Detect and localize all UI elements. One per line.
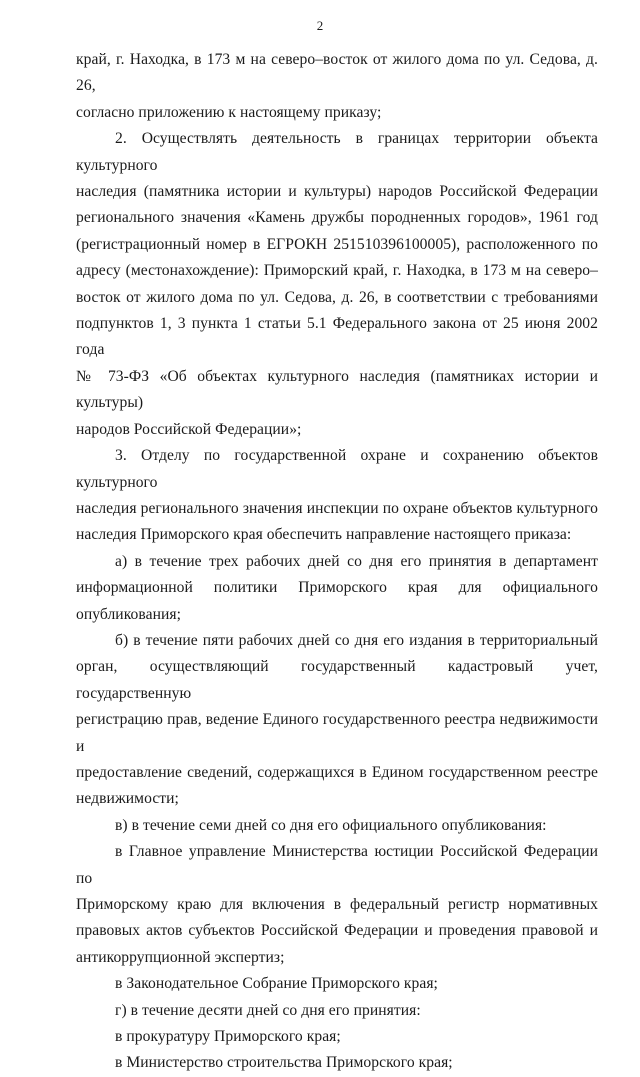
text-line: наследия Приморского края обеспечить направление настоящего приказа:	[76, 526, 572, 544]
text-line: регистрацию прав, ведение Единого государственного реестра недвижимости и	[76, 711, 598, 755]
text-line: в Министерство строительства Приморского края;	[115, 1054, 453, 1072]
paragraph	[76, 971, 598, 997]
text-line: в Главное управление Министерства юстиции Российской Федерации по	[76, 843, 598, 887]
text-line: адресу (местонахождение): Приморский край, г. Находка, в 173 м на северо–	[76, 262, 598, 280]
text-line: подпунктов 1, 3 пункта 1 статьи 5.1 Федерального закона от 25 июня 2002 года	[76, 315, 598, 359]
text-line: а) в течение трех рабочих дней со дня его принятия в департамент	[115, 552, 598, 570]
text-line: предоставление сведений, содержащихся в Едином государственном реестре	[76, 763, 598, 781]
text-line: в) в течение семи дней со дня его официального опубликования:	[115, 816, 547, 834]
text-line: б) в течение пяти рабочих дней со дня его издания в территориальный	[115, 631, 598, 649]
text-line: (регистрационный номер в ЕГРОКН 251510396100005), расположенного по	[76, 235, 598, 253]
paragraph	[76, 839, 598, 971]
text-line: в прокуратуру Приморского края;	[115, 1028, 341, 1046]
text-line: информационной политики Приморского края для официального	[76, 579, 598, 597]
text-line: антикоррупционной экспертиз;	[76, 948, 285, 966]
text-line: согласно приложению к настоящему приказу;	[76, 103, 382, 121]
document-body	[76, 47, 598, 1077]
paragraph	[76, 549, 598, 628]
paragraph	[76, 628, 598, 813]
paragraph	[76, 1050, 598, 1076]
text-line: регионального значения «Камень дружбы породненных городов», 1961 год	[76, 209, 598, 227]
paragraph	[76, 126, 598, 443]
text-line: г) в течение десяти дней со дня его принятия:	[115, 1001, 421, 1019]
text-line: наследия регионального значения инспекции по охране объектов культурного	[76, 499, 598, 517]
paragraph	[76, 47, 598, 126]
paragraph	[76, 1024, 598, 1050]
text-line: № 73-ФЗ «Об объектах культурного наследия (памятниках истории и культуры)	[76, 367, 598, 412]
paragraph	[76, 998, 598, 1024]
text-line: Приморскому краю для включения в федеральный регистр нормативных	[76, 896, 598, 913]
text-line: орган, осуществляющий государственный кадастровый учет, государственную	[76, 658, 598, 702]
paragraph	[76, 813, 598, 839]
text-line: опубликования;	[76, 605, 181, 623]
text-line: наследия (памятника истории и культуры) народов Российской Федерации	[76, 183, 598, 201]
text-line: народов Российской Федерации»;	[76, 420, 302, 438]
text-line: правовых актов субъектов Российской Федерации и проведения правовой и	[76, 922, 598, 940]
text-line: 3. Отделу по государственной охране и сохранению объектов культурного	[76, 447, 598, 491]
text-line: 2. Осуществлять деятельность в границах территории объекта культурного	[76, 130, 598, 174]
page-number: 2	[316, 18, 324, 33]
paragraph	[76, 443, 598, 549]
text-line: в Законодательное Собрание Приморского края;	[115, 975, 438, 993]
text-line: недвижимости;	[76, 790, 179, 808]
text-line: край, г. Находка, в 173 м на северо–восток от жилого дома по ул. Седова, д. 26,	[76, 51, 598, 95]
text-line: восток от жилого дома по ул. Седова, д. 26, в соответствии с требованиями	[76, 288, 598, 306]
